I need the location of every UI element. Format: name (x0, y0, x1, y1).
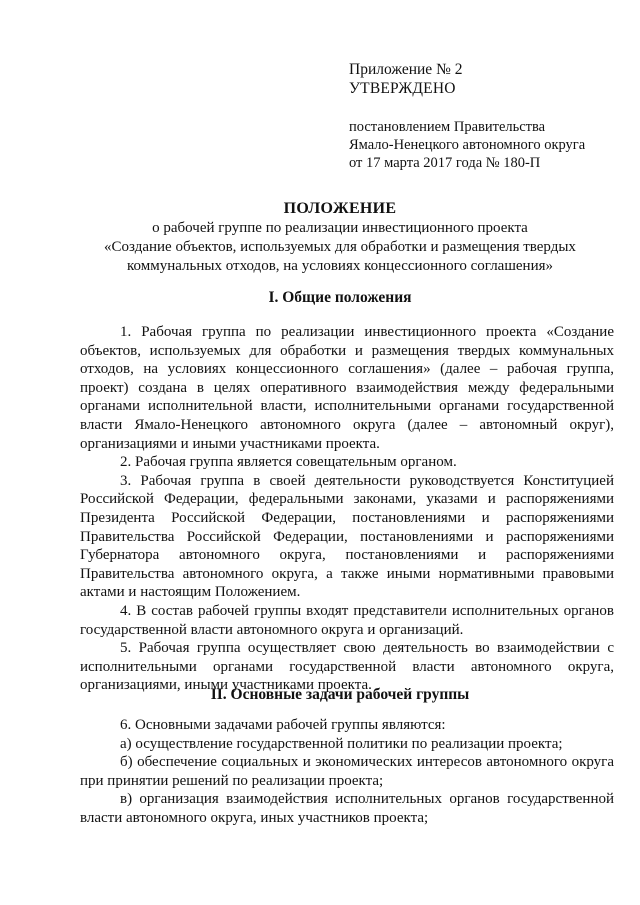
paragraph: а) осуществление государственной политики по реализации проекта; (120, 735, 563, 752)
paragraph: 5. Рабочая группа осуществляет свою деятельность во взаимодействии с исполнительными органами государственной власти автономного округа, организациями, иными участниками проекта. (80, 640, 614, 694)
subtitle-line-2: «Создание объектов, используемых для обработки и размещения твердых (104, 239, 576, 255)
section-1-body (80, 323, 614, 695)
section-1-heading: I. Общие положения (268, 289, 412, 306)
appendix-number: Приложение № 2 (349, 61, 463, 78)
document-subtitle (70, 219, 610, 276)
approval-stamp-text: УТВЕРЖДЕНО (349, 80, 456, 97)
decree-line-1: постановлением Правительства (349, 119, 546, 135)
paragraph: 4. В состав рабочей группы входят представители исполнительных органов государственной власти автономного округа и организаций. (80, 602, 614, 638)
paragraph: б) обеспечение социальных и экономических интересов автономного округа при принятии решений по реализации проекта; (80, 754, 614, 789)
decree-reference (349, 118, 629, 172)
paragraph: в) организация взаимодействия исполнительных органов государственной власти автономного округа, иных участников проекта; (80, 791, 614, 826)
paragraph: 6. Основными задачами рабочей группы являются: (120, 717, 446, 733)
document-title: ПОЛОЖЕНИЕ (283, 200, 397, 217)
paragraph: 2. Рабочая группа является совещательным органом. (120, 454, 457, 471)
section-2-heading: II. Основные задачи рабочей группы (210, 686, 470, 703)
subtitle-line-3: коммунальных отходов, на условиях концессионного соглашения» (126, 258, 554, 274)
appendix-header (349, 60, 619, 98)
subtitle-line-1: о рабочей группе по реализации инвестиционного проекта (152, 220, 528, 236)
decree-line-2: Ямало-Ненецкого автономного округа (349, 137, 586, 153)
paragraph: 3. Рабочая группа в своей деятельности руководствуется Конституцией Российской Федерации, федеральными законами, указами и распоряжениями Президента Российской Федерации, постановлениями и распоряжениями Правительства Российской Федерации, постановлениями и распоряжениями Губернатора автономного округа, постановлениями и распоряжениями Правительства автономного округа, а также иными нормативными правовыми актами и настоящим Положением. (80, 472, 614, 601)
decree-line-3: от 17 марта 2017 года № 180-П (349, 155, 541, 171)
section-2-body (80, 716, 614, 828)
paragraph: 1. Рабочая группа по реализации инвестиционного проекта «Создание объектов, используемых для обработки и размещения твердых коммунальных отходов, на условиях концессионного соглашения» (далее – рабочая группа, проект) создана в целях оперативного взаимодействия между федеральными органами исполнительной власти, исполнительными органами государственной власти Ямало-Ненецкого автономного округа (далее – автономный округ), организациями и иными участниками проекта. (80, 324, 614, 452)
